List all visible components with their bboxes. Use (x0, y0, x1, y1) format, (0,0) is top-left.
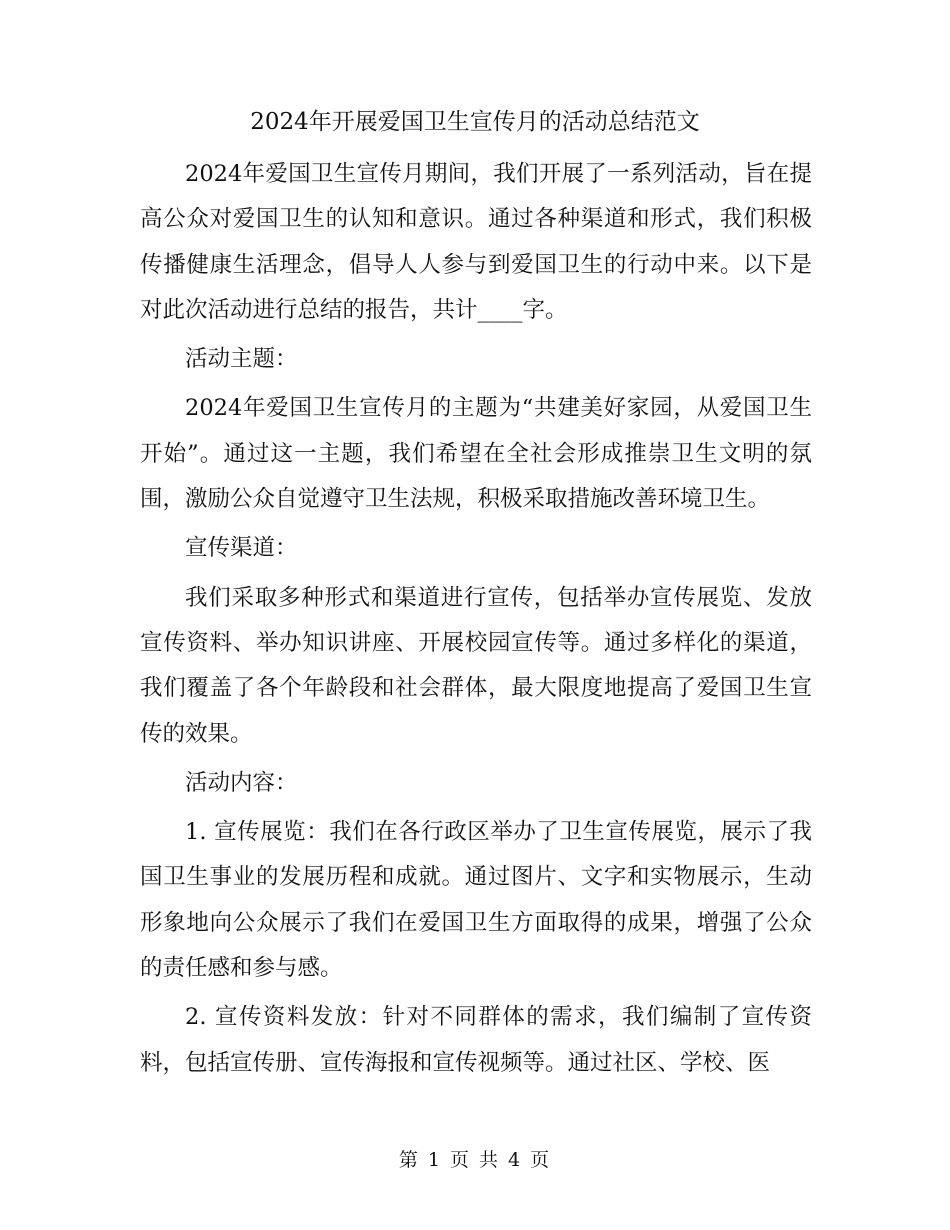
page-number-footer: 第 1 页 共 4 页 (398, 1149, 552, 1171)
paragraph-theme: 2024年爱国卫生宣传月的主题为“共建美好家园，从爱国卫生开始”。通过这一主题，我们希望在全社会形成推崇卫生文明的氛围，激励公众自觉遵守卫生法规，积极采取措施改善环境卫生。 (140, 395, 812, 513)
paragraph-intro: 2024年爱国卫生宣传月期间，我们开展了一系列活动，旨在提高公众对爱国卫生的认知和意识。通过各种渠道和形式，我们积极传播健康生活理念，倡导人人参与到爱国卫生的行动中来。以下是对此次活动进行总结的报告，共计____字。 (140, 161, 812, 323)
heading-activity-theme: 活动主题： (185, 346, 298, 373)
paragraph-item-exhibition: 1. 宣传展览：我们在各行政区举办了卫生宣传展览，展示了我国卫生事业的发展历程和成就。通过图片、文字和实物展示，生动形象地向公众展示了我们在爱国卫生方面取得的成果，增强了公众的责任感和参与感。 (140, 819, 812, 982)
paragraph-channels: 我们采取多种形式和渠道进行宣传，包括举办宣传展览、发放宣传资料、举办知识讲座、开展校园宣传等。通过多样化的渠道，我们覆盖了各个年龄段和社会群体，最大限度地提高了爱国卫生宣传的效果。 (140, 584, 812, 747)
heading-activity-content: 活动内容： (185, 769, 298, 796)
paragraph-item-materials: 2. 宣传资料发放：针对不同群体的需求，我们编制了宣传资料，包括宣传册、宣传海报和宣传视频等。通过社区、学校、医 (140, 1004, 812, 1076)
document-title: 2024年开展爱国卫生宣传月的活动总结范文 (250, 109, 700, 135)
heading-publicity-channels: 宣传渠道： (185, 535, 298, 562)
document-body (140, 152, 812, 1090)
